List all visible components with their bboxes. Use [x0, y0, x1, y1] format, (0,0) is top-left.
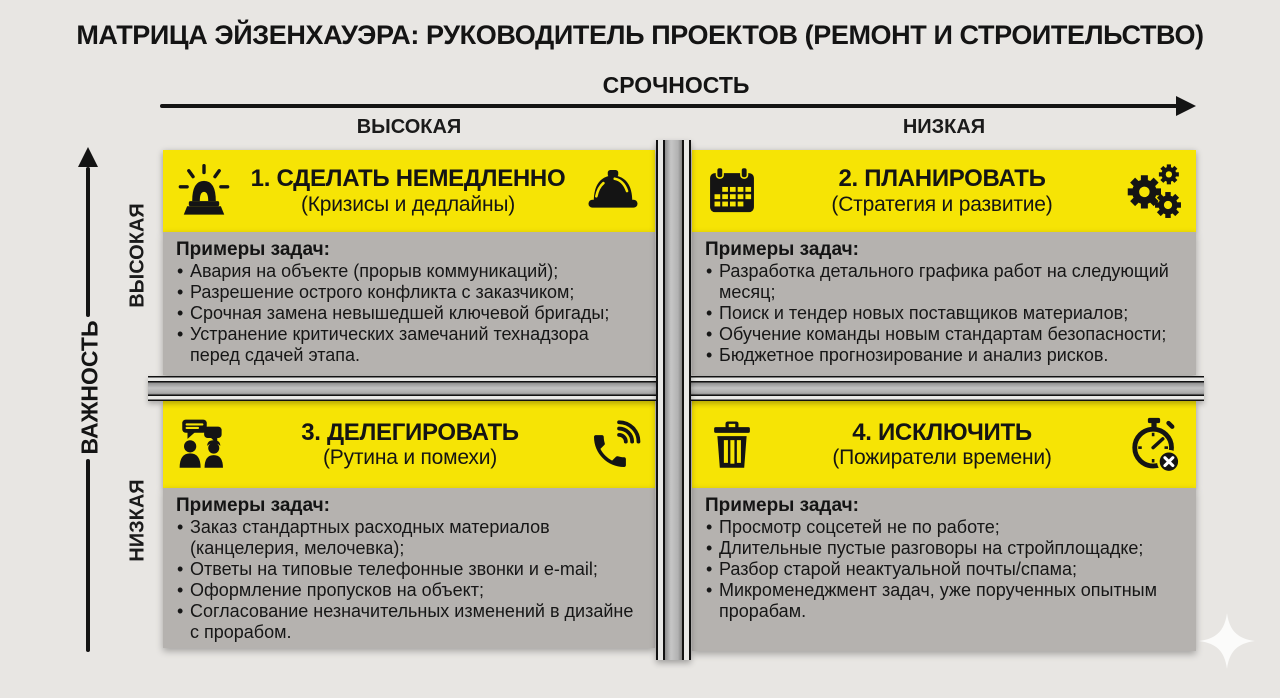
task-item: • Длительные пустые разговоры на стройплощадке; — [705, 538, 1184, 559]
importance-low-label: НИЗКАЯ — [126, 479, 149, 562]
examples-heading: Примеры задач: — [705, 495, 859, 516]
quadrant-2-titles — [758, 166, 1126, 215]
siren-icon — [177, 164, 231, 218]
calendar-icon — [706, 165, 758, 217]
quadrant-4-body — [692, 488, 1196, 651]
phone-icon — [587, 418, 641, 472]
task-item: • Заказ стандартных расходных материалов (канцелерия, мелочевка); — [176, 517, 643, 559]
task-item: • Согласование незначительных изменений в дизайне с прорабом. — [176, 601, 643, 643]
task-list — [176, 517, 643, 643]
gears-icon — [1126, 163, 1182, 219]
trash-icon — [706, 419, 758, 471]
urgency-arrow — [160, 104, 1180, 108]
quadrant-1-titles — [231, 166, 585, 215]
vertical-divider-beam — [656, 140, 691, 660]
sparkle-icon — [1198, 612, 1256, 675]
urgency-low-label: НИЗКАЯ — [902, 116, 986, 138]
task-list — [176, 261, 643, 366]
task-item: • Разбор старой неактуальной почты/спама; — [705, 559, 1184, 580]
urgency-axis-label: СРОЧНОСТЬ — [602, 72, 750, 98]
task-item: • Устранение критических замечаний технадзора перед сдачей этапа. — [176, 324, 643, 366]
quadrant-subtitle: (Стратегия и развитие) — [831, 192, 1053, 216]
quadrant-2-body — [692, 232, 1196, 375]
quadrant-subtitle: (Кризисы и дедлайны) — [300, 192, 516, 216]
examples-heading: Примеры задач: — [705, 239, 859, 260]
quadrant-3-body — [163, 488, 655, 648]
quadrant-1-body — [163, 232, 655, 375]
importance-arrow — [86, 459, 90, 652]
importance-high-label: ВЫСОКАЯ — [126, 203, 149, 308]
quadrant-subtitle: (Рутина и помехи) — [322, 446, 498, 470]
hard-hat-icon — [585, 163, 641, 219]
task-item: • Поиск и тендер новых поставщиков материалов; — [705, 303, 1184, 324]
quadrant-3 — [163, 401, 655, 648]
task-item: • Просмотр соцсетей не по работе; — [705, 517, 1184, 538]
quadrant-title: 2. ПЛАНИРОВАТЬ — [838, 165, 1046, 193]
page-title: МАТРИЦА ЭЙЗЕНХАУЭРА: РУКОВОДИТЕЛЬ ПРОЕКТОВ (РЕМОНТ И СТРОИТЕЛЬСТВО) — [76, 20, 1204, 50]
importance-axis-label: ВАЖНОСТЬ — [76, 320, 103, 455]
quadrant-subtitle: (Пожиратели времени) — [832, 446, 1052, 470]
task-list — [705, 261, 1184, 366]
stopwatch-x-icon — [1126, 417, 1182, 473]
task-item: • Бюджетное прогнозирование и анализ рисков. — [705, 345, 1184, 366]
task-list — [705, 517, 1184, 622]
quadrant-2 — [692, 150, 1196, 375]
quadrant-4 — [692, 401, 1196, 651]
quadrant-3-titles — [233, 420, 587, 469]
quadrant-title: 3. ДЕЛЕГИРОВАТЬ — [301, 418, 519, 446]
task-item: • Оформление пропусков на объект; — [176, 580, 643, 601]
task-item: • Разрешение острого конфликта с заказчиком; — [176, 282, 643, 303]
task-item: • Срочная замена невышедшей ключевой бригады; — [176, 303, 643, 324]
task-item: • Ответы на типовые телефонные звонки и e-mail; — [176, 559, 643, 580]
urgency-high-label: ВЫСОКАЯ — [356, 116, 462, 138]
quadrant-3-header — [163, 401, 655, 488]
task-item: • Авария на объекте (прорыв коммуникаций); — [176, 261, 643, 282]
quadrant-4-header — [692, 401, 1196, 488]
quadrant-1-header — [163, 150, 655, 232]
quadrant-2-header — [692, 150, 1196, 232]
urgency-arrow-head-icon — [1176, 96, 1196, 116]
team-chat-icon — [177, 417, 233, 473]
examples-heading: Примеры задач: — [176, 495, 330, 516]
quadrant-1 — [163, 150, 655, 375]
quadrant-title: 1. СДЕЛАТЬ НЕМЕДЛЕННО — [250, 165, 566, 193]
examples-heading: Примеры задач: — [176, 239, 330, 260]
task-item: • Обучение команды новым стандартам безопасности; — [705, 324, 1184, 345]
quadrant-4-titles — [758, 420, 1126, 469]
quadrant-title: 4. ИСКЛЮЧИТЬ — [852, 418, 1032, 446]
importance-arrow-head-icon — [78, 147, 98, 167]
task-item: • Микроменеджмент задач, уже порученных опытным прорабам. — [705, 580, 1184, 622]
task-item: • Разработка детального графика работ на следующий месяц; — [705, 261, 1184, 303]
